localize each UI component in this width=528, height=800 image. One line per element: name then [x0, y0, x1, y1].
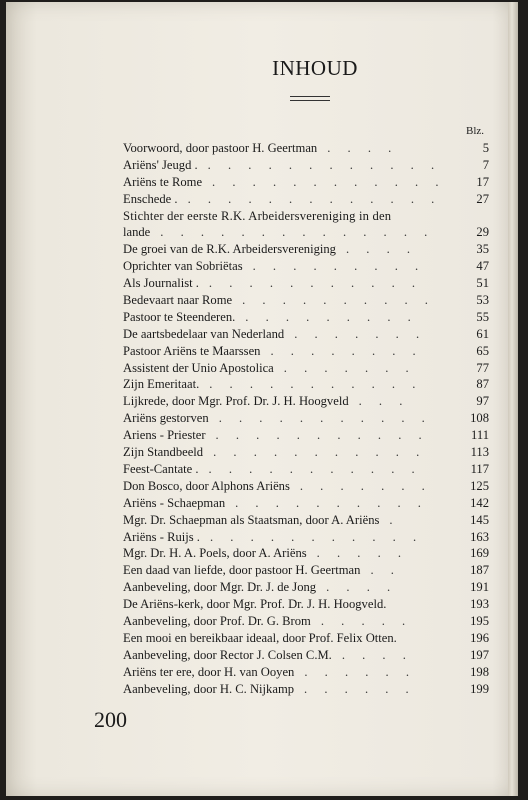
- toc-entry-page: 51: [476, 276, 489, 291]
- toc-entry: [123, 360, 489, 377]
- toc-entry: [123, 174, 489, 191]
- toc-entry-leader: . . . . . . . . . . .: [208, 276, 423, 291]
- toc-entry: [123, 664, 489, 681]
- toc-entry-page: 199: [470, 681, 489, 696]
- toc-entry: [123, 529, 489, 546]
- toc-entry: [123, 647, 489, 664]
- toc-entry-title: Bedevaart naar Rome: [123, 293, 233, 308]
- toc-entry: [123, 258, 489, 275]
- toc-entry-page: 7: [482, 157, 489, 172]
- toc-entry-leader: . . . . . . . .: [270, 343, 423, 358]
- toc-entry-leader: . . . .: [327, 141, 399, 155]
- toc-entry-leader: . . . . . . . . . . . .: [212, 174, 446, 189]
- toc-entry-title: Pastoor Ariëns te Maarssen: [123, 343, 261, 358]
- toc-entry-page: 169: [470, 546, 489, 561]
- toc-entry-leader: . . . . . . . . . . .: [209, 529, 424, 544]
- toc-entry-title: Aanbeveling, door Mgr. Dr. J. de Jong: [123, 580, 317, 595]
- toc-entry-leader: . . . . . . . . . . .: [218, 411, 432, 426]
- toc-entry: [123, 241, 489, 258]
- title-rule: [290, 96, 330, 101]
- toc-entry: [123, 562, 489, 579]
- toc-entry-leader: . . . . . . .: [283, 360, 416, 375]
- page-number: 200: [94, 707, 127, 732]
- toc-entry-title: Als Journalist .: [123, 276, 199, 291]
- toc-entry-title: De Ariëns-kerk, door Mgr. Prof. Dr. J. H. Hoogveld.: [123, 597, 387, 612]
- toc-entry-title: Een mooi en bereikbaar ideaal, door Prof. Felix Otten.: [123, 630, 397, 645]
- toc-entry: [123, 376, 489, 393]
- toc-entry-leader: . . . . .: [316, 546, 409, 561]
- toc-entry: [123, 157, 489, 174]
- toc-entry-leader: . . . . . . .: [299, 478, 432, 493]
- toc-entry-title: Ariëns - Ruijs .: [123, 529, 200, 544]
- toc-entry-title: Ariëns te Rome: [123, 174, 203, 189]
- toc-entry-page: 195: [470, 613, 489, 628]
- toc-entry-title: Feest-Cantate .: [123, 461, 199, 476]
- toc-entry-title: Mgr. Dr. H. A. Poels, door A. Ariëns: [123, 546, 307, 561]
- toc-entry-title: Ariëns ter ere, door H. van Ooyen: [123, 664, 295, 679]
- toc-entry-leader: . . . . . . . . . . . . . .: [160, 225, 435, 240]
- toc-entry: [123, 478, 489, 495]
- toc-entry: [123, 681, 489, 698]
- toc-entry-title: Ariens - Priester: [123, 428, 206, 443]
- toc-entry-page: 87: [476, 377, 489, 392]
- toc-entry-title: Assistent der Unio Apostolica: [123, 360, 274, 375]
- toc-entry-leader: . . . . . . . . . . .: [215, 428, 429, 443]
- toc-entry-leader: . . . . . . .: [294, 326, 427, 341]
- toc-entry-title: De groei van de R.K. Arbeidersvereniging: [123, 242, 336, 257]
- toc-entry-page: 111: [471, 428, 489, 443]
- toc-entry: [123, 630, 489, 647]
- toc-entry: [123, 275, 489, 292]
- toc-entry-page: 61: [476, 326, 489, 341]
- toc-entry-title-continued: lande: [123, 225, 151, 240]
- toc-entry-title: Aanbeveling, door Rector J. Colsen C.M.: [123, 647, 332, 662]
- toc-entry-leader: .: [389, 512, 400, 527]
- toc-entry-title: Don Bosco, door Alphons Ariëns: [123, 478, 290, 493]
- toc-entry-title: Aanbeveling, door H. C. Nijkamp: [123, 681, 295, 696]
- toc-entry-title: Enschede .: [123, 191, 178, 206]
- toc-entry-page: 65: [476, 343, 489, 358]
- toc-entry-leader: . . . .: [326, 580, 398, 595]
- toc-entry: [123, 326, 489, 343]
- toc-entry-leader: . . . .: [341, 647, 413, 662]
- toc-entry: [123, 309, 489, 326]
- toc-entry-page: 5: [482, 141, 489, 155]
- toc-entry-title: Stichter der eerste R.K. Arbeidersvereniging in den: [123, 208, 392, 223]
- toc-entry-page: 29: [476, 225, 489, 240]
- toc-entry-page: 117: [470, 461, 489, 476]
- toc-entry: [123, 579, 489, 596]
- page-title: INHOUD: [272, 56, 358, 80]
- toc-entry-page: 193: [470, 597, 489, 612]
- toc-entry-title: Een daad van liefde, door pastoor H. Geertman: [123, 563, 361, 578]
- toc-entry-page: 113: [470, 445, 489, 460]
- page-edge: [508, 2, 518, 796]
- toc-entry-leader: . . . . . . . . . . .: [213, 445, 427, 460]
- toc-entry-title: Ariëns gestorven: [123, 411, 209, 426]
- toc-entry-title: Lijkrede, door Mgr. Prof. Dr. J. H. Hoogveld: [123, 394, 349, 409]
- toc-entry-title: Zijn Emeritaat.: [123, 377, 200, 392]
- toc-entry-leader: . . . .: [345, 242, 418, 257]
- toc-entry: [123, 292, 489, 309]
- toc-entry: [123, 140, 489, 157]
- page-column-label: Blz.: [466, 125, 485, 137]
- toc-entry-title: Oprichter van Sobriëtas: [123, 259, 243, 274]
- toc-entry-leader: . . . . . . . . . . . . .: [187, 191, 442, 206]
- toc-entry: [123, 427, 489, 444]
- toc-entry: [123, 393, 489, 410]
- toc-entry: [123, 208, 489, 242]
- toc-entry: [123, 512, 489, 529]
- toc-entry: [123, 613, 489, 630]
- toc-entry-title: Aanbeveling, door Prof. Dr. G. Brom: [123, 613, 311, 628]
- toc-entry-title: Pastoor te Steenderen.: [123, 309, 236, 324]
- toc-entry-title: Zijn Standbeeld: [123, 445, 204, 460]
- toc-entry-leader: . . . . . . . . . . . .: [207, 157, 442, 172]
- toc-entry-page: 77: [476, 360, 489, 375]
- toc-entry-page: 35: [476, 242, 489, 257]
- toc-entry-leader: . . . . . . . . . . .: [208, 461, 422, 476]
- toc-entry-title: De aartsbedelaar van Nederland: [123, 326, 285, 341]
- toc-entry-page: 55: [476, 309, 489, 324]
- toc-entry-page: 197: [470, 647, 489, 662]
- toc-entry-leader: . . . . . . . . . .: [242, 293, 435, 308]
- table-of-contents: [123, 140, 489, 697]
- toc-entry-page: 191: [470, 580, 489, 595]
- toc-entry-page: 17: [476, 174, 489, 189]
- toc-entry-leader: . . . . . .: [304, 664, 416, 679]
- toc-entry-page: 142: [470, 495, 489, 510]
- toc-entry-page: 27: [476, 191, 489, 206]
- toc-entry-page: 125: [470, 478, 489, 493]
- toc-entry: [123, 191, 489, 208]
- toc-entry-leader: . . . . .: [320, 613, 413, 628]
- toc-entry-page: 163: [470, 529, 489, 544]
- toc-entry-leader: . . .: [358, 394, 410, 409]
- toc-entry: [123, 495, 489, 512]
- toc-entry-leader: . . . . . . . . . .: [235, 495, 428, 510]
- toc-entry-title: Mgr. Dr. Schaepman als Staatsman, door A. Ariëns: [123, 512, 380, 527]
- toc-entry: [123, 596, 489, 613]
- toc-entry-leader: . . . . . . . . .: [252, 259, 426, 274]
- toc-entry-page: 47: [476, 259, 489, 274]
- toc-entry-title: Voorwoord, door pastoor H. Geertman: [123, 141, 318, 155]
- toc-entry: [123, 343, 489, 360]
- toc-entry: [123, 545, 489, 562]
- toc-entry-page: 196: [470, 630, 489, 645]
- toc-entry-title: Ariëns' Jeugd .: [123, 157, 198, 172]
- toc-entry: [123, 461, 489, 478]
- toc-entry-page: 187: [470, 563, 489, 578]
- toc-entry: [123, 410, 489, 427]
- toc-entry-page: 97: [476, 394, 489, 409]
- toc-entry-title: Ariëns - Schaepman: [123, 495, 226, 510]
- toc-entry-leader: . . . . . . . . .: [245, 309, 418, 324]
- toc-entry-page: 145: [470, 512, 489, 527]
- toc-entry-page: 53: [476, 293, 489, 308]
- toc-entry-page: 198: [470, 664, 489, 679]
- toc-entry-leader: . . . . . .: [304, 681, 416, 696]
- toc-entry-leader: . . . . . . . . . . .: [209, 377, 423, 392]
- toc-entry-page: 108: [470, 411, 489, 426]
- toc-entry: [123, 444, 489, 461]
- toc-entry-leader: . .: [370, 563, 401, 578]
